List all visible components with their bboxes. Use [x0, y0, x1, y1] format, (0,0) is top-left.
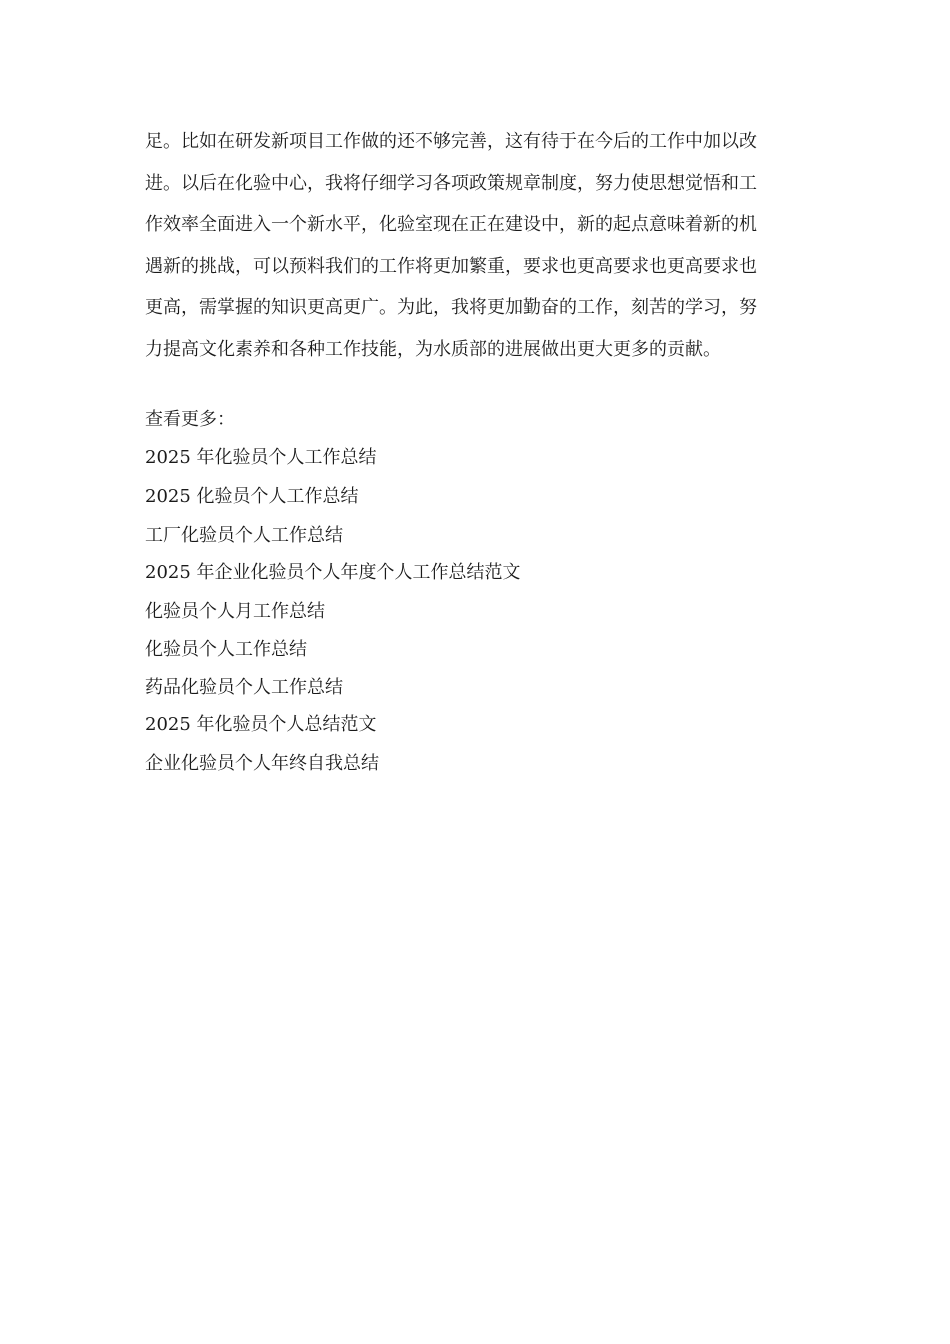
see-more-label: 查看更多：	[145, 409, 235, 430]
body-paragraph	[145, 121, 805, 370]
paragraph-line: 遇新的挑战，可以预料我们的工作将更加繁重，要求也更高要求也更高要求也	[145, 255, 757, 277]
related-link[interactable]: 2025 年化验员个人总结范文	[145, 714, 377, 735]
related-link[interactable]: 2025 年企业化验员个人年度个人工作总结范文	[145, 562, 521, 583]
paragraph-line: 足。比如在研发新项目工作做的还不够完善，这有待于在今后的工作中加以改	[145, 131, 757, 152]
related-link[interactable]: 企业化验员个人年终自我总结	[145, 753, 379, 774]
related-link[interactable]: 2025 化验员个人工作总结	[145, 486, 359, 507]
paragraph-line: 作效率全面进入一个新水平，化验室现在正在建设中，新的起点意味着新的机	[145, 214, 757, 235]
related-link[interactable]: 化验员个人工作总结	[145, 639, 307, 660]
related-link[interactable]: 化验员个人月工作总结	[145, 601, 325, 622]
paragraph-line: 力提高文化素养和各种工作技能，为水质部的进展做出更大更多的贡献。	[145, 338, 721, 360]
related-link[interactable]: 工厂化验员个人工作总结	[145, 525, 343, 546]
related-link[interactable]: 2025 年化验员个人工作总结	[145, 447, 377, 468]
related-link[interactable]: 药品化验员个人工作总结	[145, 677, 343, 698]
paragraph-line: 进。以后在化验中心，我将仔细学习各项政策规章制度，努力使思想觉悟和工	[145, 172, 757, 194]
paragraph-line: 更高，需掌握的知识更高更广。为此，我将更加勤奋的工作，刻苦的学习，努	[145, 297, 757, 318]
